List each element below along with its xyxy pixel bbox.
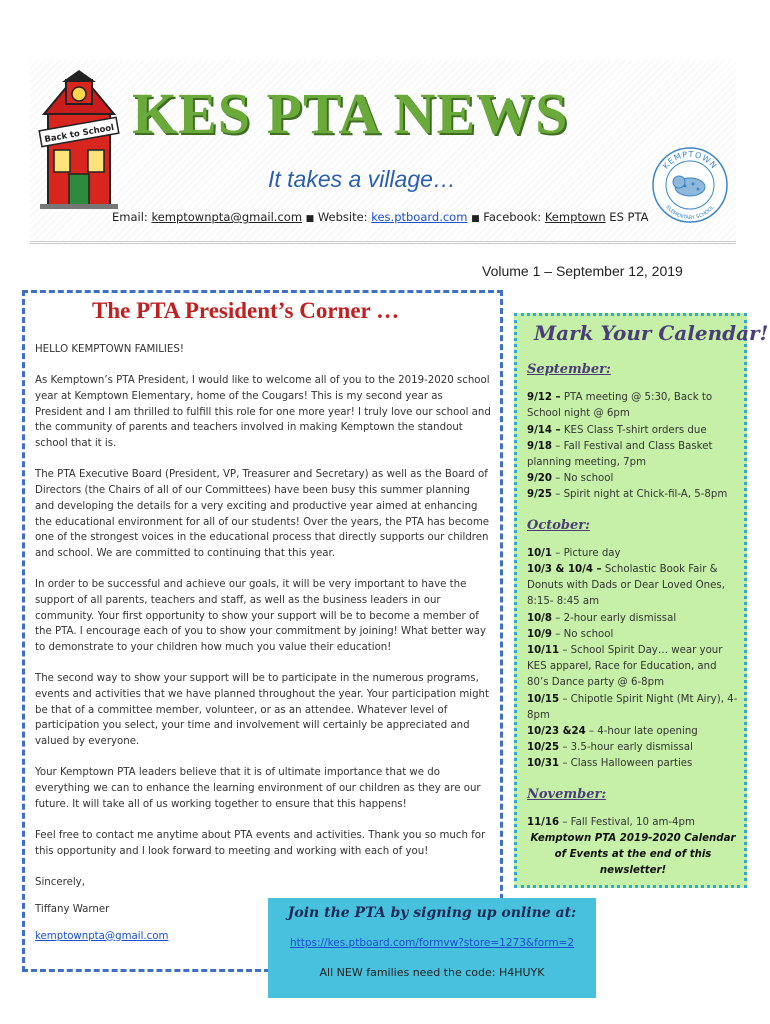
join-signup-link[interactable]: https://kes.ptboard.com/formvw?store=1273&form=2 xyxy=(289,937,575,949)
calendar-event xyxy=(527,627,739,643)
event-date: 9/20 xyxy=(527,473,552,485)
event-date: 10/15 xyxy=(527,693,560,705)
calendar-month-heading: September: xyxy=(527,362,611,377)
event-text: – 3.5-hour early dismissal xyxy=(559,742,693,754)
letter-closing: Sincerely, xyxy=(35,877,85,889)
contact-line xyxy=(112,210,672,224)
event-date: 10/11 xyxy=(527,645,560,657)
event-date: 10/8 xyxy=(527,612,552,624)
join-heading: Join the PTA by signing up online at: xyxy=(287,905,577,921)
signer-email-link[interactable]: kemptownpta@gmail.com xyxy=(35,930,169,942)
letter-greeting: HELLO KEMPTOWN FAMILIES! xyxy=(35,344,184,355)
calendar-note: Kemptown PTA 2019-2020 Calendar of Events at the end of this newsletter! xyxy=(530,833,736,877)
letter-paragraph: As Kemptown’s PTA President, I would like to welcome all of you to the 2019-2020 school year at Kemptown Elementary, home of the Cougars! This is my second year as President and I am thrilled to fulfill this role for one more year! I truly love our school and the community of parents and teachers involved in making Kemptown the standout school that it is. xyxy=(35,375,491,450)
header-email-link[interactable]: kemptownpta@gmail.com xyxy=(151,210,303,224)
event-text: – Spirit night at Chick-fil-A, 5-8pm xyxy=(552,489,728,501)
email-label: Email: xyxy=(112,210,148,224)
event-date: 10/3 & 10/4 – xyxy=(527,564,602,576)
calendar-event xyxy=(527,724,739,740)
event-date: 9/25 xyxy=(527,489,552,501)
event-date: 9/12 – xyxy=(527,392,561,404)
separator-icon: ■ xyxy=(471,214,480,224)
website-link[interactable]: kes.ptboard.com xyxy=(371,210,468,224)
event-text: – Class Halloween parties xyxy=(559,758,693,770)
event-date: 10/1 xyxy=(527,547,552,559)
president-letter xyxy=(35,342,491,955)
calendar-event xyxy=(527,390,739,422)
event-text: KES Class T-shirt orders due xyxy=(560,424,707,436)
calendar-body xyxy=(527,360,739,880)
letter-paragraph: Your Kemptown PTA leaders believe that it is of ultimate importance that we do everything we can to enhance the learning environment of our children as they are our future. It will take all of us working together to ensure that this happens! xyxy=(35,767,481,810)
calendar-event-list xyxy=(527,546,739,773)
join-code-note: All NEW families need the code: H4HUYK xyxy=(319,966,545,979)
calendar-event-list xyxy=(527,390,739,503)
calendar-event xyxy=(527,471,739,487)
event-date: 9/14 – xyxy=(527,424,561,436)
letter-paragraph: The second way to show your support will be to participate in the numerous programs, events and activities that we have planned throughout the year. Your participation might be that of a committee member, volunteer, or as an attendee. Whatever level of participation you select, your time and involvement will certainly be appreciated and valued by everyone. xyxy=(35,673,490,748)
event-text: – 2-hour early dismissal xyxy=(552,612,677,624)
facebook-suffix: ES PTA xyxy=(609,210,649,224)
letter-paragraph: In order to be successful and achieve our goals, it will be very important to have the support of all parents, teachers and staff, as well as the business leaders in our community. Your first opportunity to show your support will be to become a member of the PTA. I encourage each of you to show your commitment by joining! What better way to demonstrate to your children how much you value their education! xyxy=(35,579,487,654)
event-date: 11/16 xyxy=(527,816,560,828)
event-text: – Fall Festival, 10 am-4pm xyxy=(559,816,695,828)
calendar-event xyxy=(527,756,739,772)
separator-icon: ■ xyxy=(305,214,315,224)
calendar-event xyxy=(527,692,739,724)
calendar-event-list xyxy=(527,815,739,880)
event-text: – School Spirit Day… wear your KES apparel, Race for Education, and 80’s Dance party @ 6-8pm xyxy=(527,645,723,689)
calendar-event xyxy=(527,562,739,611)
calendar-event xyxy=(527,439,739,471)
event-text: – Picture day xyxy=(552,547,621,559)
letter-paragraph: Feel free to contact me anytime about PTA events and activities. Thank you so much for this opportunity and I look forward to meeting and working with each of you! xyxy=(35,830,486,857)
event-text: – No school xyxy=(552,473,614,485)
calendar-month-heading: October: xyxy=(527,517,590,533)
website-label: Website: xyxy=(317,210,368,224)
calendar-event xyxy=(527,423,739,439)
event-text: Scholastic Book Fair & Donuts with Dads or Dear Loved Ones, 8:15- 8:45 am xyxy=(527,564,725,608)
calendar-event xyxy=(527,643,739,692)
letter-paragraph: The PTA Executive Board (President, VP, Treasurer and Secretary) as well as the Board of Directors (the Chairs of all of our Committees) have been busy this summer planning and developing the details for a very exciting and productive year aimed at enhancing the educational environment for all of our students! Over the years, the PTA has become one of the strongest voices in the educational process that directly supports our children and school. We are committed to continuing that this year. xyxy=(35,469,490,559)
calendar-month-heading: November: xyxy=(527,786,607,802)
calendar-event xyxy=(527,611,739,627)
event-text: – 4-hour late opening xyxy=(585,726,698,738)
event-date: 10/31 xyxy=(527,758,560,770)
calendar-event xyxy=(527,546,739,562)
facebook-link[interactable]: Kemptown xyxy=(544,210,606,224)
calendar-event xyxy=(527,487,739,503)
schoolhouse-sign: Back to School xyxy=(43,122,115,146)
event-date: 10/25 xyxy=(527,742,560,754)
event-text: PTA meeting @ 5:30, Back to School night @ 6pm xyxy=(527,392,713,420)
event-text: – No school xyxy=(552,628,614,640)
schoolhouse-icon xyxy=(36,70,122,210)
newsletter-title: KES PTA NEWS xyxy=(132,81,569,146)
event-text: – Fall Festival and Class Basket planning meeting, 7pm xyxy=(527,440,713,469)
calendar-event xyxy=(527,740,739,756)
event-date: 9/18 xyxy=(527,440,552,452)
volume-date: Volume 1 – September 12, 2019 xyxy=(482,263,683,279)
event-date: 10/23 &24 xyxy=(527,726,586,738)
calendar-heading: Mark Your Calendar! xyxy=(534,321,769,345)
signer-name: Tiffany Warner xyxy=(35,903,110,915)
seal-bottom-text: ELEMENTARY SCHOOL xyxy=(664,204,716,222)
president-corner-heading: The PTA President’s Corner … xyxy=(92,298,400,323)
tagline: It takes a village… xyxy=(268,166,456,192)
school-seal-logo xyxy=(650,145,730,225)
seal-top-text: KEMPTOWN xyxy=(661,149,719,171)
facebook-label: Facebook: xyxy=(483,210,542,224)
event-text: – Chipotle Spirit Night (Mt Airy), 4-8pm xyxy=(527,693,738,721)
event-date: 10/9 xyxy=(527,628,552,640)
calendar-event xyxy=(527,815,739,831)
